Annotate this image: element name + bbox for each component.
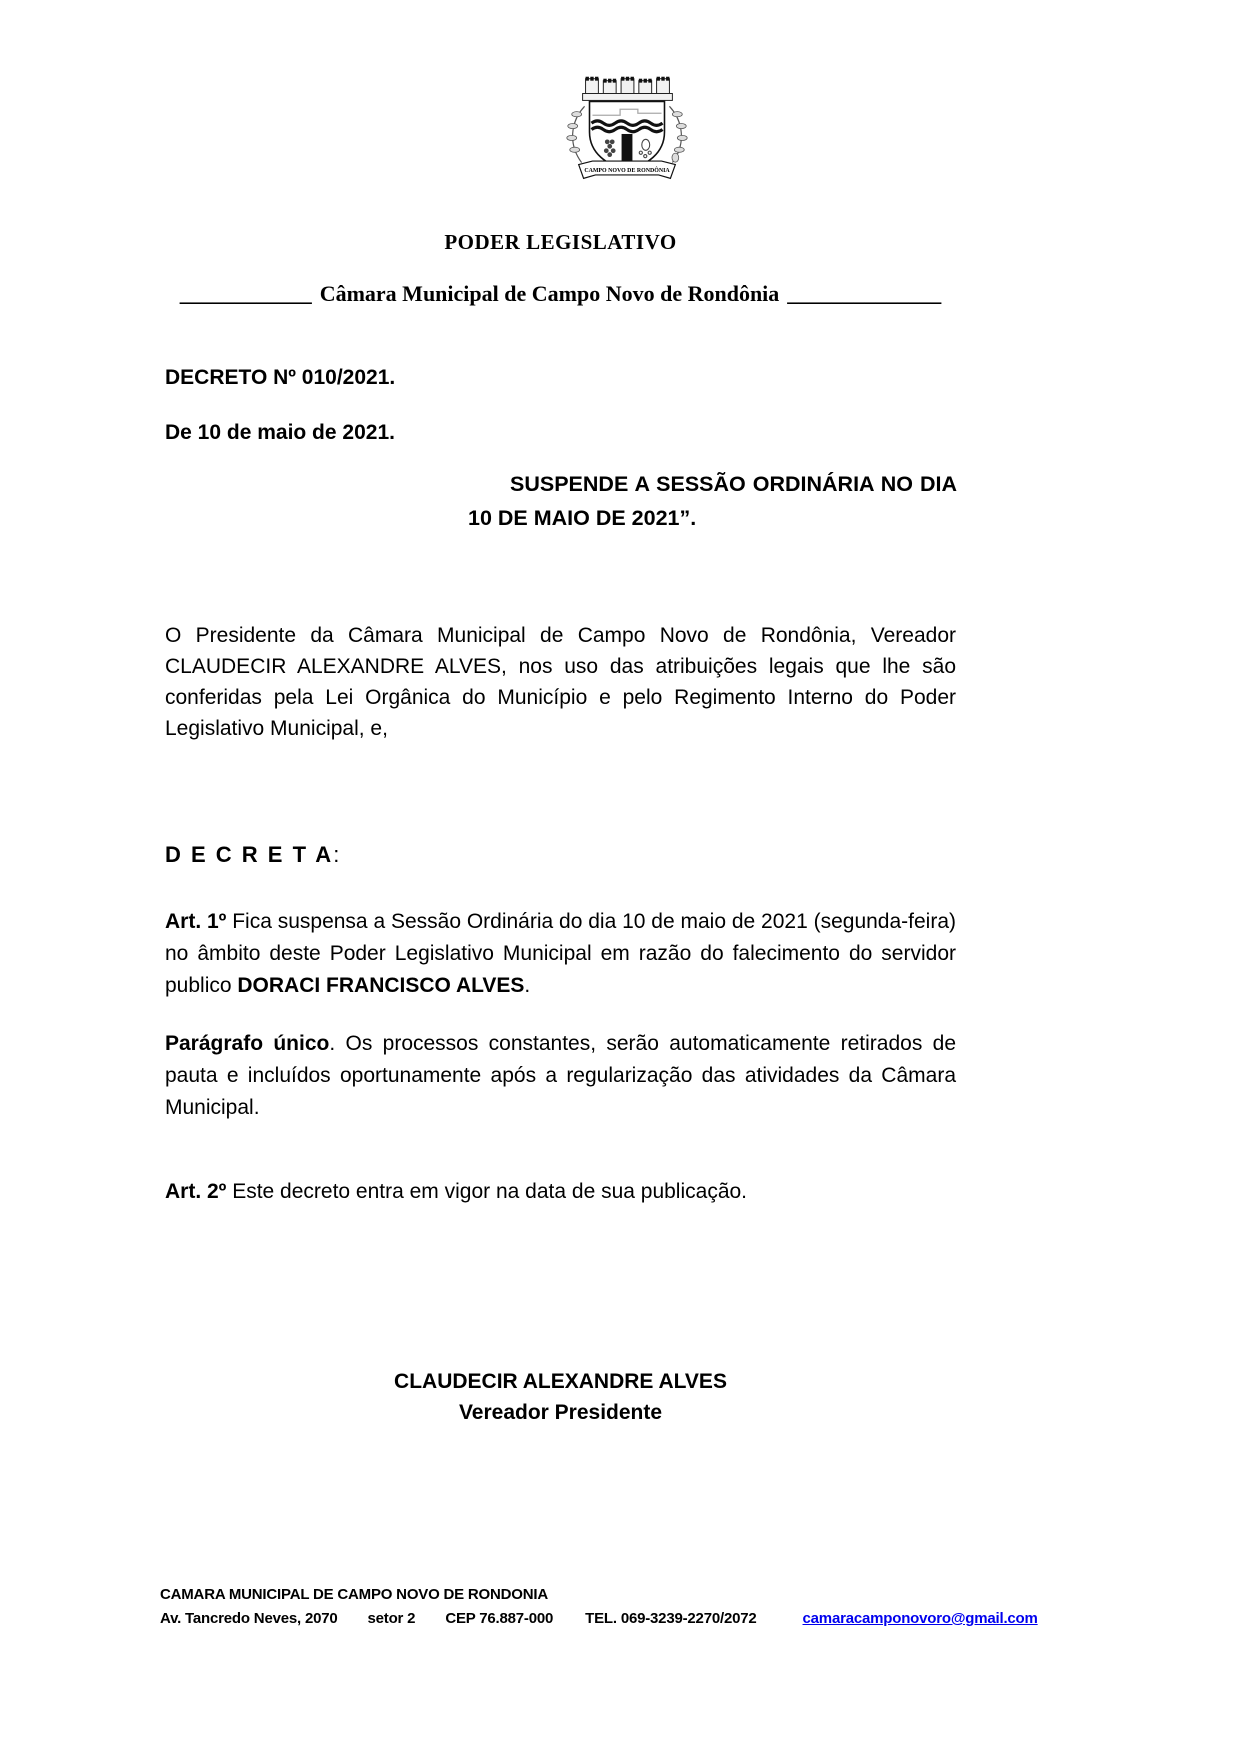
crest-banner-text: CAMPO NOVO DE RONDÔNIA (584, 167, 670, 174)
footer-cep: CEP 76.887-000 (445, 1610, 554, 1627)
article-2-text: Este decreto entra em vigor na data de sua publicação. (226, 1180, 748, 1203)
footer-contact-line (160, 1610, 1038, 1627)
sole-paragraph-text: . Os processos constantes, serão automaticamente retirados de pauta e incluídos oportunamente após a regularização das atividades da Câmara Municipal. (165, 1032, 956, 1119)
decreta-colon: : (333, 842, 340, 867)
decree-date: De 10 de maio de 2021. (165, 421, 395, 444)
decree-summary: SUSPENDE A SESSÃO ORDINÁRIA NO DIA 10 DE MAIO DE 2021”. (468, 472, 957, 530)
article-2-label: Art. 2º (165, 1180, 227, 1203)
decreta-heading (165, 842, 956, 868)
decreta-word: D E C R E T A (165, 842, 334, 867)
article-2 (165, 1180, 956, 1204)
article-1 (165, 906, 956, 1002)
footer-phone: TEL. 069-3239-2270/2072 (585, 1610, 757, 1627)
sole-paragraph (165, 1028, 956, 1124)
footer-address: Av. Tancredo Neves, 2070 (160, 1610, 338, 1627)
decree-number: DECRETO Nº 010/2021. (165, 366, 396, 389)
left-underscore-rule: ____________ (179, 281, 312, 306)
article-1-label: Art. 1º (165, 910, 227, 933)
signature-role: Vereador Presidente (458, 1401, 663, 1424)
chamber-name: Câmara Municipal de Campo Novo de Rondônia (319, 281, 780, 306)
chamber-title-line (165, 281, 956, 307)
decree-preamble: O Presidente da Câmara Municipal de Campo Novo de Rondônia, Vereador CLAUDECIR ALEXANDRE ALVES, nos uso das atribuições legais que lhe são conferidas pela Lei Orgânica do Município e pelo Regimento Interno do Poder Legislativo Municipal, e, (165, 624, 956, 740)
sole-paragraph-label: Parágrafo único (165, 1032, 330, 1055)
coat-of-arms-icon (553, 76, 701, 186)
footer-email-link[interactable]: camaracamponovoro@gmail.com (802, 1610, 1038, 1627)
article-1-deceased-name: DORACI FRANCISCO ALVES (237, 974, 525, 997)
signature-name: CLAUDECIR ALEXANDRE ALVES (394, 1370, 727, 1393)
article-1-text: Fica suspensa a Sessão Ordinária do dia 10 de maio de 2021 (segunda-feira) no âmbito deste Poder Legislativo Municipal em razão do falecimento do servidor publico (165, 910, 956, 997)
footer-sector: setor 2 (367, 1610, 416, 1627)
signature-block (165, 1366, 956, 1428)
right-underscore-rule: ______________ (787, 281, 942, 306)
article-1-period: . (524, 974, 531, 997)
footer-org-name: CAMARA MUNICIPAL DE CAMPO NOVO DE RONDONIA (160, 1586, 548, 1603)
page-title-poder-legislativo: PODER LEGISLATIVO (444, 230, 677, 254)
